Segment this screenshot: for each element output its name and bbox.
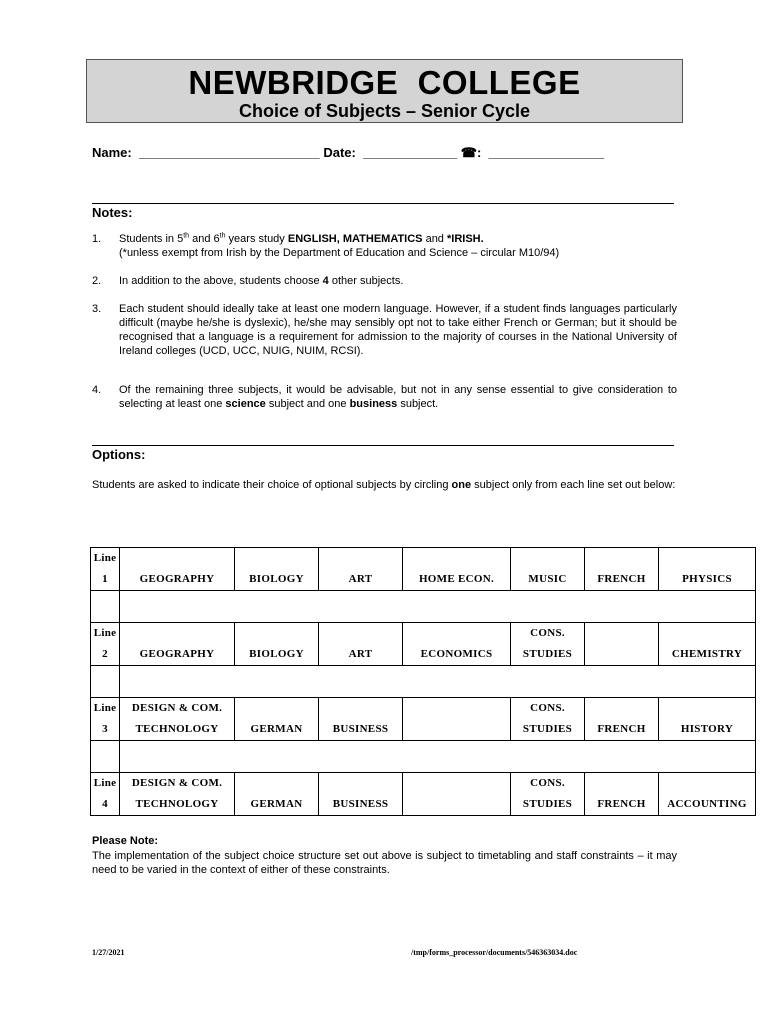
please-note-heading: Please Note: — [92, 835, 159, 847]
name-label: Name: — [92, 145, 132, 160]
subject-option[interactable]: HOME ECON. — [403, 548, 511, 591]
note-item: 2. In addition to the above, students choose 4 other subjects. — [92, 275, 404, 287]
subject-option[interactable]: MUSIC — [511, 548, 585, 591]
note-item — [92, 302, 677, 358]
subject-line-row — [91, 548, 756, 591]
blank-cell — [120, 591, 756, 623]
line-number-cell: Line 3 — [91, 698, 120, 741]
footer-path: /tmp/forms_processor/documents/546363034.doc — [411, 948, 578, 957]
subject-option[interactable]: DESIGN & COM. TECHNOLOGY — [120, 773, 235, 816]
blank-cell — [91, 591, 120, 623]
note-number: 3. — [92, 303, 102, 315]
title-box — [86, 59, 683, 123]
subject-option[interactable]: ECONOMICS — [403, 623, 511, 666]
options-heading: Options: — [92, 447, 146, 462]
blank-row — [91, 741, 756, 773]
subject-option[interactable]: CHEMISTRY — [659, 623, 756, 666]
subject-option[interactable]: BIOLOGY — [235, 623, 319, 666]
subject-option[interactable]: GERMAN — [235, 773, 319, 816]
subject-option[interactable]: BUSINESS — [319, 773, 403, 816]
blank-row — [91, 591, 756, 623]
subject-option[interactable]: CONS. STUDIES — [511, 773, 585, 816]
subject-option[interactable]: FRENCH — [585, 698, 659, 741]
note-number: 2. — [92, 275, 102, 287]
college-title: NEWBRIDGE COLLEGE — [188, 64, 581, 101]
date-field[interactable]: _____________ — [363, 145, 458, 160]
divider — [92, 203, 674, 204]
subject-option[interactable]: CONS. STUDIES — [511, 698, 585, 741]
form-line — [92, 145, 604, 161]
options-intro: Students are asked to indicate their choice of optional subjects by circling one subject only from each line set out below: — [92, 479, 676, 491]
subject-option — [585, 623, 659, 666]
date-label: Date: — [323, 145, 356, 160]
note-item: 4. Of the remaining three subjects, it would be advisable, but not in any sense essential to give consideration to selecting at least one science subject and one business subject. — [92, 384, 677, 410]
subject-line-row — [91, 623, 756, 666]
subject-option[interactable]: GEOGRAPHY — [120, 548, 235, 591]
note-number: 4. — [92, 384, 102, 396]
subject-option — [403, 698, 511, 741]
subject-option — [403, 773, 511, 816]
line-number-cell: Line 4 — [91, 773, 120, 816]
subject-option[interactable]: PHYSICS — [659, 548, 756, 591]
subject-option[interactable]: FRENCH — [585, 548, 659, 591]
subject-option[interactable]: BIOLOGY — [235, 548, 319, 591]
blank-cell — [120, 666, 756, 698]
blank-cell — [91, 666, 120, 698]
subject-option[interactable]: ACCOUNTING — [659, 773, 756, 816]
subject-option[interactable]: FRENCH — [585, 773, 659, 816]
note-text: Each student should ideally take at least one modern language. However, if a student finds languages particularly difficult (maybe he/she is dyslexic), he/she may sensibly opt not to take either French or German; but it should be recognised that a language is a requirement for admission to the majority of courses in the National University of Ireland colleges (UCD, UCC, NUIG, NUIM, RCSI). — [119, 303, 677, 357]
subject-line-row — [91, 773, 756, 816]
subject-option[interactable]: CONS. STUDIES — [511, 623, 585, 666]
note-number: 1. — [92, 233, 102, 245]
blank-cell — [120, 741, 756, 773]
blank-row — [91, 666, 756, 698]
subject-option[interactable]: DESIGN & COM. TECHNOLOGY — [120, 698, 235, 741]
telephone-icon: ☎ — [460, 145, 477, 160]
subject-option[interactable]: ART — [319, 623, 403, 666]
phone-field[interactable]: ________________ — [488, 145, 605, 160]
divider — [92, 445, 674, 446]
phone-colon: : — [476, 145, 482, 160]
subject-option[interactable]: BUSINESS — [319, 698, 403, 741]
blank-cell — [91, 741, 120, 773]
subject-option[interactable]: HISTORY — [659, 698, 756, 741]
line-number-cell: Line 1 — [91, 548, 120, 591]
page-subtitle: Choice of Subjects – Senior Cycle — [238, 101, 531, 121]
notes-heading: Notes: — [92, 205, 133, 220]
note-item: 1. Students in 5th and 6th years study ENGLISH, MATHEMATICS and *IRISH. (*unless exempt from Irish by the Department of Education and Science – circular M10/94) — [92, 232, 560, 259]
subject-option[interactable]: GEOGRAPHY — [120, 623, 235, 666]
name-field[interactable]: _________________________ — [138, 145, 320, 160]
please-note-text: The implementation of the subject choice structure set out above is subject to timetabling and staff constraints – it may need to be varied in the context of either of these constraints. — [92, 850, 677, 876]
subject-option[interactable]: GERMAN — [235, 698, 319, 741]
options-table — [90, 547, 756, 816]
footer-date: 1/27/2021 — [92, 948, 125, 957]
subject-line-row — [91, 698, 756, 741]
subject-option[interactable]: ART — [319, 548, 403, 591]
line-number-cell: Line 2 — [91, 623, 120, 666]
